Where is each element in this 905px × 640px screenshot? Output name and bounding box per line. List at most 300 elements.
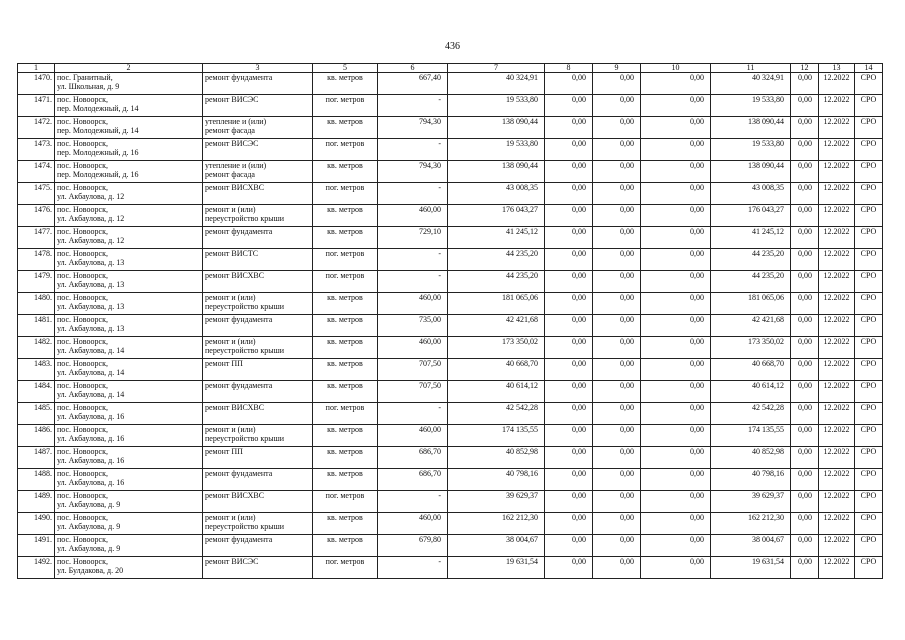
fund-col11-cell: 19 533,80: [711, 95, 791, 117]
fund-col10-cell: 0,00: [641, 535, 711, 557]
table-row: [18, 491, 883, 513]
address-cell: [55, 557, 203, 579]
address-locality: пос. Новоорск,: [57, 403, 108, 412]
deadline-cell: 12.2022: [819, 315, 855, 337]
fund-col9-cell: 0,00: [593, 447, 641, 469]
work-type-cell: [203, 337, 313, 359]
address-street: ул. Булдакова, д. 20: [57, 566, 124, 575]
table-row: [18, 557, 883, 579]
deadline-cell: 12.2022: [819, 73, 855, 95]
fund-col11-cell: 176 043,27: [711, 205, 791, 227]
deadline-cell: 12.2022: [819, 447, 855, 469]
fund-col10-cell: 0,00: [641, 293, 711, 315]
table-row: [18, 425, 883, 447]
work-type-cell: [203, 491, 313, 513]
volume-cell: -: [378, 249, 448, 271]
fund-col9-cell: 0,00: [593, 425, 641, 447]
total-cost-cell: 173 350,02: [448, 337, 545, 359]
table-row: [18, 315, 883, 337]
work-type-cell: [203, 293, 313, 315]
work-type-cell: [203, 447, 313, 469]
address-cell: [55, 491, 203, 513]
unit-cell: кв. метров: [313, 161, 378, 183]
fund-col11-cell: 41 245,12: [711, 227, 791, 249]
column-header: 7: [448, 64, 545, 73]
row-number: 1482.: [18, 337, 55, 359]
fund-col10-cell: 0,00: [641, 271, 711, 293]
row-number: 1485.: [18, 403, 55, 425]
work-type-line1: ремонт ВИСХВС: [205, 491, 265, 500]
source-cell: СРО: [855, 359, 883, 381]
total-cost-cell: 138 090,44: [448, 161, 545, 183]
row-number: 1475.: [18, 183, 55, 205]
address-street: пер. Молодежный, д. 14: [57, 104, 139, 113]
fund-col8-cell: 0,00: [545, 117, 593, 139]
volume-cell: 686,70: [378, 447, 448, 469]
fund-col9-cell: 0,00: [593, 227, 641, 249]
fund-col11-cell: 173 350,02: [711, 337, 791, 359]
deadline-cell: 12.2022: [819, 491, 855, 513]
total-cost-cell: 19 533,80: [448, 95, 545, 117]
deadline-cell: 12.2022: [819, 205, 855, 227]
unit-cell: кв. метров: [313, 425, 378, 447]
deadline-cell: 12.2022: [819, 403, 855, 425]
fund-col8-cell: 0,00: [545, 513, 593, 535]
column-header: 14: [855, 64, 883, 73]
total-cost-cell: 41 245,12: [448, 227, 545, 249]
work-type-cell: [203, 271, 313, 293]
address-street: ул. Акбаулова, д. 16: [57, 412, 125, 421]
address-cell: [55, 183, 203, 205]
table-row: [18, 469, 883, 491]
source-cell: СРО: [855, 469, 883, 491]
column-header: 11: [711, 64, 791, 73]
work-type-line1: ремонт фундамента: [205, 227, 273, 236]
volume-cell: 707,50: [378, 359, 448, 381]
row-number: 1490.: [18, 513, 55, 535]
address-street: ул. Школьная, д. 9: [57, 82, 120, 91]
fund-col8-cell: 0,00: [545, 447, 593, 469]
fund-col12-cell: 0,00: [791, 249, 819, 271]
address-street: ул. Акбаулова, д. 14: [57, 346, 125, 355]
volume-cell: 667,40: [378, 73, 448, 95]
row-number: 1473.: [18, 139, 55, 161]
deadline-cell: 12.2022: [819, 161, 855, 183]
table-row: [18, 205, 883, 227]
table-row: [18, 249, 883, 271]
fund-col12-cell: 0,00: [791, 337, 819, 359]
work-type-line1: ремонт ПП: [205, 359, 243, 368]
table-row: [18, 513, 883, 535]
work-type-line1: ремонт ВИСЭС: [205, 95, 259, 104]
table-row: [18, 73, 883, 95]
row-number: 1474.: [18, 161, 55, 183]
fund-col8-cell: 0,00: [545, 535, 593, 557]
fund-col11-cell: 138 090,44: [711, 161, 791, 183]
unit-cell: кв. метров: [313, 117, 378, 139]
work-type-line1: утепление и (или): [205, 161, 267, 170]
work-type-cell: [203, 381, 313, 403]
column-header: 3: [203, 64, 313, 73]
unit-cell: кв. метров: [313, 381, 378, 403]
fund-col8-cell: 0,00: [545, 293, 593, 315]
source-cell: СРО: [855, 117, 883, 139]
column-header: 12: [791, 64, 819, 73]
row-number: 1492.: [18, 557, 55, 579]
row-number: 1487.: [18, 447, 55, 469]
work-type-line2: ремонт фасада: [205, 126, 255, 135]
fund-col10-cell: 0,00: [641, 73, 711, 95]
address-street: ул. Акбаулова, д. 9: [57, 522, 121, 531]
work-type-cell: [203, 359, 313, 381]
source-cell: СРО: [855, 95, 883, 117]
fund-col10-cell: 0,00: [641, 315, 711, 337]
unit-cell: пог. метров: [313, 183, 378, 205]
fund-col10-cell: 0,00: [641, 227, 711, 249]
fund-col9-cell: 0,00: [593, 315, 641, 337]
fund-col11-cell: 39 629,37: [711, 491, 791, 513]
deadline-cell: 12.2022: [819, 359, 855, 381]
address-cell: [55, 403, 203, 425]
unit-cell: кв. метров: [313, 513, 378, 535]
address-street: ул. Акбаулова, д. 12: [57, 236, 125, 245]
volume-cell: -: [378, 95, 448, 117]
source-cell: СРО: [855, 249, 883, 271]
deadline-cell: 12.2022: [819, 117, 855, 139]
fund-col9-cell: 0,00: [593, 271, 641, 293]
fund-col12-cell: 0,00: [791, 117, 819, 139]
table-row: [18, 447, 883, 469]
address-cell: [55, 139, 203, 161]
table-row: [18, 139, 883, 161]
volume-cell: 460,00: [378, 337, 448, 359]
fund-col8-cell: 0,00: [545, 73, 593, 95]
fund-col10-cell: 0,00: [641, 469, 711, 491]
address-cell: [55, 337, 203, 359]
fund-col12-cell: 0,00: [791, 227, 819, 249]
total-cost-cell: 162 212,30: [448, 513, 545, 535]
fund-col8-cell: 0,00: [545, 337, 593, 359]
total-cost-cell: 40 852,98: [448, 447, 545, 469]
work-type-line1: ремонт фундамента: [205, 469, 273, 478]
work-type-cell: [203, 117, 313, 139]
row-number: 1476.: [18, 205, 55, 227]
source-cell: СРО: [855, 315, 883, 337]
address-cell: [55, 227, 203, 249]
total-cost-cell: 40 798,16: [448, 469, 545, 491]
fund-col10-cell: 0,00: [641, 359, 711, 381]
deadline-cell: 12.2022: [819, 469, 855, 491]
table-row: [18, 95, 883, 117]
fund-col9-cell: 0,00: [593, 403, 641, 425]
unit-cell: пог. метров: [313, 139, 378, 161]
work-type-line1: ремонт и (или): [205, 513, 256, 522]
volume-cell: -: [378, 183, 448, 205]
fund-col9-cell: 0,00: [593, 73, 641, 95]
fund-col10-cell: 0,00: [641, 425, 711, 447]
fund-col9-cell: 0,00: [593, 293, 641, 315]
unit-cell: кв. метров: [313, 447, 378, 469]
table-row: [18, 337, 883, 359]
source-cell: СРО: [855, 535, 883, 557]
fund-col10-cell: 0,00: [641, 95, 711, 117]
total-cost-cell: 19 533,80: [448, 139, 545, 161]
page-number: 436: [445, 41, 460, 52]
fund-col12-cell: 0,00: [791, 469, 819, 491]
fund-col12-cell: 0,00: [791, 205, 819, 227]
column-header: 2: [55, 64, 203, 73]
row-number: 1491.: [18, 535, 55, 557]
address-locality: пос. Новоорск,: [57, 557, 108, 566]
fund-col10-cell: 0,00: [641, 139, 711, 161]
row-number: 1477.: [18, 227, 55, 249]
total-cost-cell: 42 542,28: [448, 403, 545, 425]
fund-col9-cell: 0,00: [593, 205, 641, 227]
fund-col11-cell: 40 852,98: [711, 447, 791, 469]
work-type-cell: [203, 95, 313, 117]
total-cost-cell: 19 631,54: [448, 557, 545, 579]
address-cell: [55, 271, 203, 293]
column-header: 5: [313, 64, 378, 73]
fund-col10-cell: 0,00: [641, 337, 711, 359]
row-number: 1481.: [18, 315, 55, 337]
work-type-cell: [203, 469, 313, 491]
unit-cell: пог. метров: [313, 557, 378, 579]
fund-col8-cell: 0,00: [545, 205, 593, 227]
unit-cell: кв. метров: [313, 469, 378, 491]
fund-col10-cell: 0,00: [641, 249, 711, 271]
address-locality: пос. Новоорск,: [57, 139, 108, 148]
work-type-line1: ремонт ВИСХВС: [205, 403, 265, 412]
table-row: [18, 117, 883, 139]
fund-col9-cell: 0,00: [593, 249, 641, 271]
row-number: 1479.: [18, 271, 55, 293]
work-type-line1: ремонт ПП: [205, 447, 243, 456]
work-type-cell: [203, 425, 313, 447]
total-cost-cell: 181 065,06: [448, 293, 545, 315]
volume-cell: 460,00: [378, 425, 448, 447]
fund-col8-cell: 0,00: [545, 359, 593, 381]
total-cost-cell: 39 629,37: [448, 491, 545, 513]
source-cell: СРО: [855, 557, 883, 579]
fund-col9-cell: 0,00: [593, 95, 641, 117]
work-type-line1: ремонт и (или): [205, 293, 256, 302]
volume-cell: 460,00: [378, 205, 448, 227]
total-cost-cell: 40 324,91: [448, 73, 545, 95]
fund-col11-cell: 43 008,35: [711, 183, 791, 205]
address-locality: пос. Новоорск,: [57, 491, 108, 500]
address-locality: пос. Новоорск,: [57, 535, 108, 544]
work-type-line1: ремонт ВИСХВС: [205, 183, 265, 192]
row-number: 1471.: [18, 95, 55, 117]
address-locality: пос. Новоорск,: [57, 117, 108, 126]
fund-col12-cell: 0,00: [791, 139, 819, 161]
fund-col12-cell: 0,00: [791, 271, 819, 293]
fund-col12-cell: 0,00: [791, 183, 819, 205]
volume-cell: 679,80: [378, 535, 448, 557]
fund-col11-cell: 40 614,12: [711, 381, 791, 403]
fund-col9-cell: 0,00: [593, 535, 641, 557]
work-type-cell: [203, 513, 313, 535]
volume-cell: -: [378, 403, 448, 425]
fund-col12-cell: 0,00: [791, 359, 819, 381]
work-type-line1: ремонт фундамента: [205, 315, 273, 324]
fund-col11-cell: 138 090,44: [711, 117, 791, 139]
work-type-line1: утепление и (или): [205, 117, 267, 126]
fund-col12-cell: 0,00: [791, 491, 819, 513]
address-locality: пос. Новоорск,: [57, 161, 108, 170]
fund-col11-cell: 42 542,28: [711, 403, 791, 425]
fund-col8-cell: 0,00: [545, 557, 593, 579]
table-row: [18, 271, 883, 293]
volume-cell: -: [378, 491, 448, 513]
unit-cell: кв. метров: [313, 73, 378, 95]
fund-col8-cell: 0,00: [545, 183, 593, 205]
address-locality: пос. Новоорск,: [57, 425, 108, 434]
table-row: [18, 381, 883, 403]
total-cost-cell: 174 135,55: [448, 425, 545, 447]
unit-cell: кв. метров: [313, 205, 378, 227]
source-cell: СРО: [855, 381, 883, 403]
address-cell: [55, 249, 203, 271]
address-street: ул. Акбаулова, д. 13: [57, 258, 125, 267]
capital-repair-table: [17, 63, 883, 579]
fund-col12-cell: 0,00: [791, 95, 819, 117]
work-type-line1: ремонт ВИСТС: [205, 249, 259, 258]
table-body: [18, 73, 883, 579]
address-locality: пос. Новоорск,: [57, 227, 108, 236]
deadline-cell: 12.2022: [819, 249, 855, 271]
table-row: [18, 535, 883, 557]
work-type-cell: [203, 139, 313, 161]
address-cell: [55, 425, 203, 447]
source-cell: СРО: [855, 447, 883, 469]
deadline-cell: 12.2022: [819, 95, 855, 117]
address-street: пер. Молодежный, д. 16: [57, 148, 139, 157]
work-type-line1: ремонт и (или): [205, 205, 256, 214]
address-locality: пос. Новоорск,: [57, 95, 108, 104]
unit-cell: пог. метров: [313, 271, 378, 293]
address-cell: [55, 535, 203, 557]
fund-col8-cell: 0,00: [545, 403, 593, 425]
work-type-cell: [203, 205, 313, 227]
volume-cell: -: [378, 557, 448, 579]
row-number: 1480.: [18, 293, 55, 315]
fund-col8-cell: 0,00: [545, 425, 593, 447]
column-header: 10: [641, 64, 711, 73]
work-type-line1: ремонт и (или): [205, 425, 256, 434]
work-type-cell: [203, 535, 313, 557]
column-header: 6: [378, 64, 448, 73]
row-number: 1472.: [18, 117, 55, 139]
deadline-cell: 12.2022: [819, 293, 855, 315]
fund-col12-cell: 0,00: [791, 403, 819, 425]
table-row: [18, 227, 883, 249]
column-header: 9: [593, 64, 641, 73]
volume-cell: 460,00: [378, 293, 448, 315]
row-number: 1489.: [18, 491, 55, 513]
address-street: пер. Молодежный, д. 14: [57, 126, 139, 135]
deadline-cell: 12.2022: [819, 535, 855, 557]
work-type-line2: переустройство крыши: [205, 346, 285, 355]
fund-col12-cell: 0,00: [791, 513, 819, 535]
fund-col11-cell: 181 065,06: [711, 293, 791, 315]
address-locality: пос. Новоорск,: [57, 315, 108, 324]
address-street: ул. Акбаулова, д. 9: [57, 500, 121, 509]
fund-col12-cell: 0,00: [791, 161, 819, 183]
unit-cell: пог. метров: [313, 95, 378, 117]
source-cell: СРО: [855, 139, 883, 161]
address-locality: пос. Новоорск,: [57, 469, 108, 478]
address-cell: [55, 513, 203, 535]
work-type-line1: ремонт ВИСЭС: [205, 557, 259, 566]
fund-col10-cell: 0,00: [641, 513, 711, 535]
column-header: 1: [18, 64, 55, 73]
address-street: ул. Акбаулова, д. 16: [57, 434, 125, 443]
total-cost-cell: 40 668,70: [448, 359, 545, 381]
unit-cell: кв. метров: [313, 315, 378, 337]
address-cell: [55, 359, 203, 381]
fund-col8-cell: 0,00: [545, 95, 593, 117]
volume-cell: 460,00: [378, 513, 448, 535]
fund-col9-cell: 0,00: [593, 469, 641, 491]
fund-col11-cell: 40 798,16: [711, 469, 791, 491]
volume-cell: 729,10: [378, 227, 448, 249]
source-cell: СРО: [855, 161, 883, 183]
fund-col12-cell: 0,00: [791, 73, 819, 95]
volume-cell: -: [378, 139, 448, 161]
address-cell: [55, 469, 203, 491]
fund-col12-cell: 0,00: [791, 535, 819, 557]
source-cell: СРО: [855, 271, 883, 293]
source-cell: СРО: [855, 337, 883, 359]
fund-col12-cell: 0,00: [791, 293, 819, 315]
fund-col11-cell: 42 421,68: [711, 315, 791, 337]
source-cell: СРО: [855, 513, 883, 535]
table-row: [18, 359, 883, 381]
volume-cell: 794,30: [378, 117, 448, 139]
fund-col12-cell: 0,00: [791, 425, 819, 447]
address-cell: [55, 205, 203, 227]
work-type-line1: ремонт ВИСХВС: [205, 271, 265, 280]
address-cell: [55, 447, 203, 469]
address-locality: пос. Новоорск,: [57, 447, 108, 456]
source-cell: СРО: [855, 293, 883, 315]
deadline-cell: 12.2022: [819, 183, 855, 205]
address-cell: [55, 161, 203, 183]
address-locality: пос. Новоорск,: [57, 513, 108, 522]
deadline-cell: 12.2022: [819, 513, 855, 535]
fund-col12-cell: 0,00: [791, 381, 819, 403]
source-cell: СРО: [855, 227, 883, 249]
address-street: ул. Акбаулова, д. 14: [57, 368, 125, 377]
fund-col9-cell: 0,00: [593, 337, 641, 359]
work-type-line1: ремонт фундамента: [205, 535, 273, 544]
fund-col9-cell: 0,00: [593, 183, 641, 205]
fund-col9-cell: 0,00: [593, 513, 641, 535]
fund-col8-cell: 0,00: [545, 271, 593, 293]
deadline-cell: 12.2022: [819, 227, 855, 249]
volume-cell: 794,30: [378, 161, 448, 183]
fund-col11-cell: 38 004,67: [711, 535, 791, 557]
address-street: ул. Акбаулова, д. 13: [57, 280, 125, 289]
address-street: ул. Акбаулова, д. 14: [57, 390, 125, 399]
unit-cell: пог. метров: [313, 491, 378, 513]
fund-col10-cell: 0,00: [641, 447, 711, 469]
total-cost-cell: 44 235,20: [448, 249, 545, 271]
deadline-cell: 12.2022: [819, 557, 855, 579]
unit-cell: пог. метров: [313, 249, 378, 271]
